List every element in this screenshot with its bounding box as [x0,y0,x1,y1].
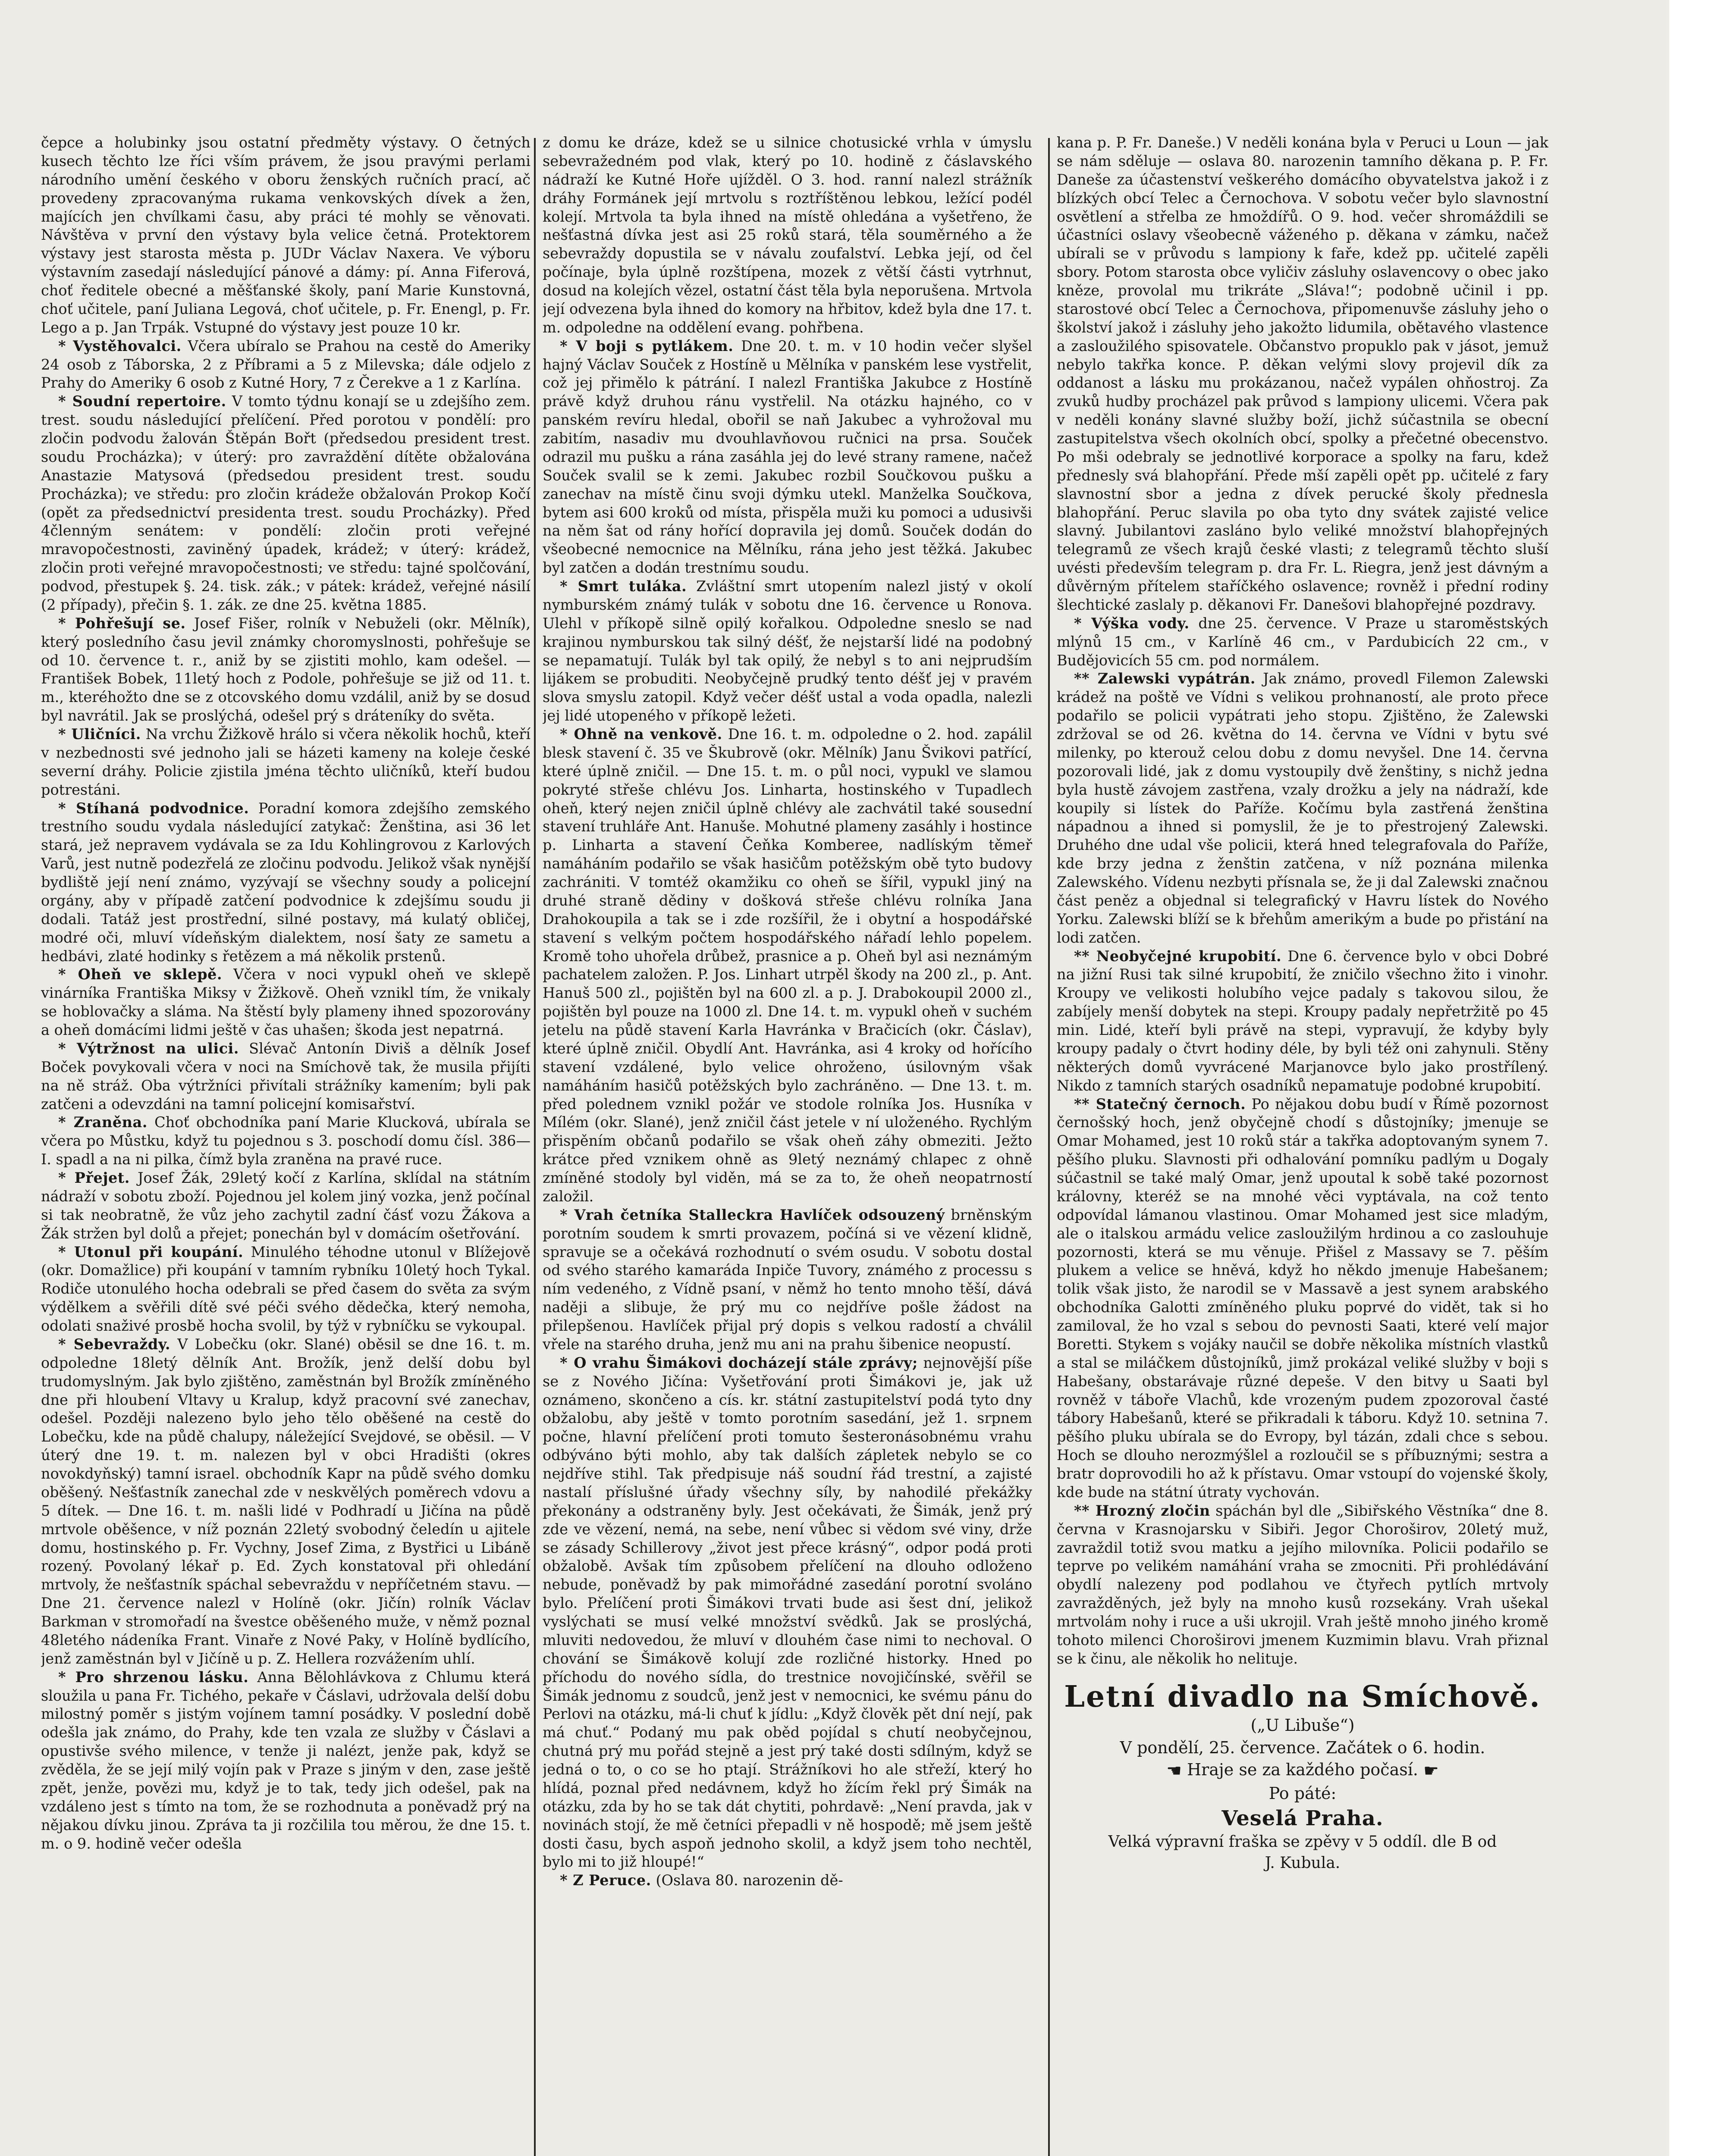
theatre-advert [1057,1680,1548,1874]
column-1 [41,134,531,2156]
article-heading: * Pohřešují se. [58,614,186,632]
article-heading: ** Zalewski vypátrán. [1074,670,1256,687]
article-paragraph: * O vrahu Šimákovi docházejí stále zprávy; nejnovější píše se z Nového Jičína: Vyšetřování proti Šimákovi je, jak už oznámeno, skončeno a cís. kr. státní zastupitelství podá tyto dny obžalobu, aby ještě v tomto porotním sasedání, jež 1. srpnem počne, hlavní přelíčení proti tomuto šesteronásobnému vrahu odbýváno býti mohlo, aby tak dalších zápletek nebylo se co nejdříve stihl. Tak předpisuje náš soudní řád trestní, a zajisté nastalí příslušné úřady všechny síly, by nahodilé překážky překonány a odstraněny byly. Jest očekávati, že Šimák, jenž prý zde ve vězení, nemá, na sebe, není vůbec si vědom své viny, drže se zásady Schillerovy „život jest přece krásný“, odpor podá proti obžalobě. Avšak tím způsobem přelíčení na dlouho odloženo nebude, poněvadž by pak mimořádné zasedání porotní svoláno bylo. Přelíčení proti Šimákovi trvati bude asi šest dní, jelikož vyslýchati se musí velké množství svědků. Jak se proslýchá, mluviti nedovedou, že mluví v dlouhém čase nimi to nechoval. O chování se Šimákově kolují zde rozličné historky. Hned po příchodu do nového sídla, do trestnice novojičínské, svěřil se Šimák jednomu z soudců, jenž jest v nemocnici, ke svému pánu do Perlovi na otázku, má-li chuť k jídlu: „Když člověk pět dní nejí, pak má chuť.“ Podaný mu pak oběd pojídal s chutí neobyčejnou, chutná prý mu pořád stejně a jest prý také dosti sdílným, když se jedná o to, o co se ho ptají. Strážníkovi ho ale střeží, který ho hlídá, poznal před nedávnem, když ho žícím řekl prý Šimák na otázku, zda by ho se tak dát chytiti, pohrdavě: „Není pravda, jak v novinách stojí, že mě četníci přepadli v ně hospodě; mě jsem ještě dosti času, bych aspoň jednoho skolil, a když jsem toho nechtěl, bylo mi to již hloupé!“ [543,1354,1032,1871]
article-paragraph: * Výška vody. dne 25. července. V Praze u staroměstských mlýnů 15 cm., v Karlíně 46 cm., v Pardubicích 22 cm., v Budějovicích 55 cm. pod normálem. [1057,614,1548,669]
pointing-hand-right-icon: ☛ [1423,1761,1439,1781]
article-paragraph: ** Zalewski vypátrán. Jak známo, provedl Filemon Zalewski krádež na poště ve Vídni s velikou prohnaností, ale proto přece podařilo se policii vypátrati jeho stopu. Zjištěno, že Zalewski zdržoval se od 26. května do 14. června ve Vídni v bytu své milenky, po kterouž celou dobu z domu nevyšel. Dne 14. června pozorovali lidé, jak z domu vystoupily dvě ženštiny, s nichž jedna byla hustě závojem zastřena, vzaly drožku a jely na nádraží, kde koupily si lístek do Paříže. Kočímu byla zastřená ženština nápadnou a ihned si pomyslil, že je to přestrojený Zalewski. Druhého dne udal vše policii, která hned telegrafovala do Paříže, kde brzy jedna z ženštin zatčena, v níž poznána milenka Zalewského. Vídenu nezbyti přísnala se, že ji dal Zalewski značnou část peněz a objednal si telegrafický v Havru lístek do Nového Yorku. Zalewski blíží se k břehům amerikým a bude po přistání na lodi zatčen. [1057,670,1548,946]
article-heading: ** Statečný černoch. [1074,1095,1246,1112]
article-paragraph: ** Hrozný zločin spáchán byl dle „Sibiřského Věstníka“ dne 8. června v Krasnojarsku v Sibiři. Jegor Choroširov, 20letý muž, zavraždil totiž svou matku a jejího milovníka. Policii podařilo se teprve po velikém namáhání vraha se zmocniti. Při prohlédávání obydlí nalezeny pod podlahou ve čtyřech pytlích mrtvoly zavražděných, jež byly na mnoho kusů rozsekány. Vrah ušekal mrtvolám nohy i ruce a uši ukrojil. Vrah ještě mnoho jiného kromě tohoto milenci Choroširovi jmenem Kuzmimin blavu. Vrah přiznal se k činu, ale několik ho nelituje. [1057,1502,1548,1667]
article-heading: * Sebevraždy. [58,1335,171,1353]
scan-margin [1669,0,1730,2156]
advert-author: J. Kubula. [1265,1854,1341,1872]
advert-performance-count: Po páté: [1268,1784,1337,1803]
article-paragraph: * Přejet. Josef Žák, 29letý kočí z Karlína, sklídal na státním nádraží v sobotu zboží. Pojednou jel kolem jiný vozka, jenž počínal si tak neobratně, že vůz jeho zachytil zadní čásť vozu Žákova a Žák stržen byl dolů a přejet; ponechán byl v domácím ošetřování. [41,1169,531,1242]
article-paragraph: z domu ke dráze, kdež se u silnice chotusické vrhla v úmyslu sebevražedném pod vlak, který po 10. hodině z čáslavského nádraží ke Kutné Hoře ujížděl. O 3. hod. ranní nalezl strážník dráhy Formánek její mrtvolu s roztříštěnou lebkou, ležící podél kolejí. Mrtvola ta byla ihned na místě ohledána a vyšetřeno, že nešťastná dívka jest asi 25 roků stará, těla souměrného a že sebevraždy dopustila se v návalu zoufalství. Lebka její, od čel počínaje, byla úplně rozštípena, mozek z větší části vytrhnut, dosud na kolejích vězel, ostatní část těla byla neporušena. Mrtvola její odvezena byla ihned do komory na hřbitov, kdež byla dne 17. t. m. odpoledne na oddělení evang. pohřbena. [543,134,1032,336]
column-divider [534,138,536,2156]
article-paragraph: * Sebevraždy. V Lobečku (okr. Slané) oběsil se dne 16. t. m. odpoledne 18letý dělník Ant. Brožík, jenž delší dobu byl trudomyslným. Jak bylo zjištěno, zaměstnán byl Brožík zmíněného dne při hloubení Vltavy u Kralup, když pracovní své zanechav, odešel. Později nalezeno bylo jeho tělo oběšené na cestě do Lobečku, kde na půdě chalupy, náležející Svejdové, se oběsil. — V úterý dne 19. t. m. nalezen byl v obci Hradišti (okres novokdyňský) tamní israel. obchodník Kapr na půdě svého domku oběšený. Nešťastník zanechal zde v neskvělých poměrech vdovu a 5 dítek. — Dne 16. t. m. našli lidé v Podhradí u Jičína na půdě mrtvole oběšence, v níž poznán 22letý svobodný čeledín u ajitele domu, hostinského p. Fr. Vychny, Josef Zima, z Bystřici u Libáně rozený. Povolaný lékař p. Ed. Zych konstatoval při ohledání mrtvoly, že nešťastník spáchal sebevraždu v nepříčetném stavu. — Dne 21. července nalezl v Holíně (okr. Jičín) rolník Václav Barkman v stromořadí na švestce oběšeného muže, v němž poznal 48letého nádeníka Frant. Vinaře z Nové Paky, v Holíně bydlícího, jenž zaměstnán byl v Jičíně u p. Z. Hellera rozvážením uhlí. [41,1335,531,1667]
article-paragraph: * V boji s pytlákem. Dne 20. t. m. v 10 hodin večer slyšel hajný Václav Souček z Hostíně u Mělníka v panském lese vystřelit, což jej přimělo k pátrání. I nalezl Františka Jakubce z Hostíně právě když druhou ránu vystřelil. Na otázku hajného, co v panském revíru hledal, obořil se naň Jakubec a vyhrožoval mu zabitím, nasadiv mu dvouhlavňovou ručnici na prsa. Souček odrazil mu pušku a rána zasáhla jej do levé strany ramene, načež Souček svalil se k zemi. Jakubec rozbil Součkovou pušku a zanechav na místě činu svoji dýmku utekl. Manželka Součkova, bytem asi 600 kroků od místa, přispěla muži ku pomoci a udusivši na něm šat od rány hořící dopravila jej domů. Souček dodán do všeobecné nemocnice na Mělníku, rána jeho jest těžká. Jakubec byl zatčen a dodán trestnímu soudu. [543,337,1032,577]
article-paragraph: ** Neobyčejné krupobití. Dne 6. července bylo v obci Dobré na jižní Rusi tak silné krupobití, že zničilo všechno žito i vinohr. Kroupy ve velikosti holubího vejce padaly s takovou silou, že zabíjely menší dobytek na stepi. Kroupy padaly nepřetržitě po 45 min. Lidé, kteří byli právě na stepi, vypravují, že kdyby byly kroupy padaly o čtvrt hodiny déle, by byli též oni zahynuli. Stěny některých domů vyvrácené Marjanovce bylo jako prostřílený. Nikdo z tamních starých osadníků nepamatuje podobné krupobití. [1057,947,1548,1094]
advert-weather-note: ☚ Hraje se za každého počasí. ☛ [1057,1759,1548,1783]
article-paragraph: * Pro shrzenou lásku. Anna Bělohlávkova z Chlumu která sloužila u pana Fr. Tichého, pekaře v Čáslavi, udržovala delší dobu milostný poměr s jistým vojínem tamní posádky. V poslední době odešla jak známo, do Prahy, kde ten vzala ze služby v Čáslavi a opustivše svého milence, v tenže ji nalézt, jenže pak, když se zvěděla, že se její milý vojín pak v Praze s jiným v den, zase ještě zpět, jenže, povězi mu, když je to tak, tedy jich odešel, pak na vzdáleno jest s tímto na tom, že se rozhodnuta a poněvadž prý na nějakou dívku jinou. Zpráva ta ji rozčilila tou měrou, že dne 15. t. m. o 9. hodině večer odešla [41,1668,531,1852]
article-heading: * Výška vody. [1074,614,1190,632]
article-paragraph: * Z Peruce. (Oslava 80. narozenin dě- [560,1872,843,1889]
article-heading: * O vrahu Šimákovi docházejí stále zprávy; [560,1354,918,1371]
column-divider [1048,138,1050,2156]
advert-venue: („U Libuše“) [1250,1716,1355,1735]
article-paragraph: * Smrt tuláka. Zvláštní smrt utopením nalezl jistý v okolí nymburském známý tulák v sobotu dne 16. července u Ronova. Ulehl v příkopě silně opilý kořalkou. Odpoledne sneslo se nad krajinou nymburskou tak silný déšť, že nejstarší lidé na podobný se nepamatují. Tulák byl tak opilý, že nebyl s to ani nejprudším lijákem se probuditi. Neobyčejně prudký tento déšť jej v pravém slova smyslu zatopil. Když večer déšť ustal a voda opadla, nalezli jej lidé utopeného v příkopě ležeti. [543,578,1032,724]
column-2 [543,134,1032,2156]
article-heading: * Pro shrzenou lásku. [58,1668,249,1686]
article-heading: * Uličníci. [58,726,141,743]
article-heading: * Z Peruce. [560,1872,651,1889]
article-paragraph: kana p. P. Fr. Daneše.) V neděli konána byla v Peruci u Loun — jak se nám sděluje — oslava 80. narozenin tamního děkana p. P. Fr. Daneše za účastenství veškerého domácího obyvatelstva jakož i z blízkých obcí Telec a Černochova. V sobotu večer bylo slavnostní osvětlení a střelba ze hmoždířů. O 9. hod. večer shromáždili se účastníci oslavy všeobecně váženého p. děkana v zámku, načež ubírali se v průvodu s lampiony k faře, kdež pp. učitelé zapěli sbory. Potom starosta obce vyličiv zásluhy oslavencovy o obec jako kněze, provolal mu trikráte „Sláva!“; podobně učinil i pp. starostové obcí Telec a Černochova, připomenuvše zásluhy jeho o školství jakož i zásluhy jeho jakožto lidumila, obětavého vlastence a zasloužilého spisovatele. Občanstvo propuklo pak v jásot, jemuž nebylo takřka konce. P. děkan velými slovy projevil dík za oddanost a lásku mu prokázanou, načež vypálen ohňostroj. Za zvuků hudby procházel pak průvod s lampiony ulicemi. Včera pak v neděli konány slavné služby boží, jichž súčastnila se obecní zastupitelstva všech okolních obcí, spolky a přečetné obecenstvo. Po mši odebraly se jednotlivé korporace a spolky na faru, kdež přednesly svá blahopřání. Přede mší zapěli opět pp. učitelé z fary slavnostní sbor a jedna z dívek perucké školy přednesla blahopřání. Peruc slavila po oba tyto dny svátek zajisté velice slavný. Jubilantovi zasláno bylo veliké množství blahopřejných telegramů ze všech krajů české vlasti; z telegramů těchto sluší uvésti především telegram p. dra Fr. L. Riegra, jenž jest dávným a důvěrným přítelem staříčkého oslavence; rovněž i přední rodiny šlechtické zaslaly p. děkanovi Fr. Danešovi blahopřejné pozdravy. [1057,134,1548,613]
advert-description: Velká výpravní fraška se zpěvy v 5 oddíl. dle B od [1108,1833,1497,1851]
advert-date: V pondělí, 25. července. Začátek o 6. hodin. [1120,1738,1485,1757]
article-heading: * Soudní repertoire. [58,393,226,410]
article-paragraph: * Ohně na venkově. Dne 16. t. m. odpoledne o 2. hod. zapálil blesk stavení č. 35 ve Škubrově (okr. Mělník) Janu Švikovi patřící, které úplně zničil. — Dne 15. t. m. o půl noci, vypukl ve slamou pokryté střeše chlévu Jos. Linharta, hostinského v Tupadlech oheň, který nejen zničil úplně chlévy ale zachvátil také sousední stavení truhláře Ant. Hanuše. Mohutné plameny zasáhly i hostince p. Linharta a stavení Čeňka Komberee, nadlíským těmeř namáháním podařilo se však hasičům potěžským obě tyto budovy zachrániti. V tomtéž okamžiku co oheň se šířil, vypukl jiný na druhé straně dědiny v došková střeše chlévu rolníka Jana Drahokoupila a tak se i zde rozšířil, že i obytní a hospodářské stavení s velkým počtem hospodářského nářadí lehlo popelem. Kromě toho uhořela drůbež, prasnice a p. Oheň byl asi neznámým pachatelem založen. P. Jos. Linhart utrpěl škody na 200 zl., p. Ant. Hanuš 500 zl., pojištěn byl na 600 zl. a p. J. Drabokoupil 2000 zl., pojištěn byl pouze na 1000 zl. Dne 14. t. m. vypukl oheň v suchém jetelu na půdě stavení Karla Havránka v Bračicích (okr. Čáslav), které úplně zničil. Obydlí Ant. Havránka, asi 4 kroky od hořícího stavení vzdálené, bylo velice ohroženo, úsilovným však namáháním hasičů potěžských bylo zachráněno. — Dne 13. t. m. před polednem vznikl požár ve stodole rolníka Jos. Husníka v Mílém (okr. Slané), jenž zničil část jetele v ní uloženého. Rychlým přispěním občanů podařilo se však oheň záhy obmeziti. Ježto krátce před vznikem ohně as 9letý neznámý chlapec z ohně zmíněné stodoly byl viděn, má se za to, že oheň neopatrností založil. [543,726,1032,1205]
article-heading: * Přejet. [58,1169,130,1186]
article-paragraph: * Výtržnost na ulici. Slévač Antonín Diviš a dělník Josef Boček povykovali včera v noci na Smíchově tak, že musila přijíti na ně stráž. Oba výtržníci přivítali strážníky kamením; byli pak zatčeni a odevzdáni na tamní policejní komisařství. [41,1040,531,1112]
advert-play-title: Veselá Praha. [1221,1806,1384,1830]
article-paragraph: * Zraněna. Choť obchodníka paní Marie Klucková, ubírala se včera po Můstku, když tu pojednou s 3. poschodí domu čísl. 386—I. spadl a na ni pilka, čímž byla zraněna na pravé ruce. [41,1114,531,1168]
article-heading: * Utonul při koupání. [58,1243,244,1260]
article-heading: ** Hrozný zločin [1074,1502,1210,1519]
article-heading: ** Neobyčejné krupobití. [1074,947,1282,965]
advert-title: Letní divadlo na Smíchově. [1064,1679,1541,1714]
article-heading: * V boji s pytlákem. [560,337,734,354]
article-heading: * Smrt tuláka. [560,578,687,595]
article-heading: * Oheň ve sklepě. [58,966,222,983]
article-paragraph: ** Statečný černoch. Po nějakou dobu budí v Římě pozornost černošský hoch, jenž obyčejně chodí s důstojníky; jmenuje se Omar Mohamed, jest 10 roků stár a takřka adoptovaným synem 7. pěšího pluku. Slavnosti při odhalování pomníku padlým u Dogaly súčastnil se také malý Omar, jenž upoutal k sobě také pozornost královny, kteréž se na mnohé věci vyptávala, na což tento odpovídal lámanou vlastinou. Omar Mohamed jest sice mladým, ale o italskou armádu velice zasloužilým hrdinou a co zaslouhuje pozornosti, která se mu věnuje. Přišel z Massavy se 7. pěším plukem a velice se hněvá, když ho někdo jmenuje Habešanem; tolik však jisto, že narodil se v Massavě a jest synem arabského obchodníka Galotti zmíněného pluku poprvé do vidět, tak si ho zamiloval, že ho vzal s sebou do pevnosti Saati, které velí major Boretti. Stykem s vojáky naučil se dobře několika místních vlastků a stal se miláčkem důstojníků, jimž prokázal veliké služby v boji s Habešany, obstarávaje různé depeše. V den bitvy u Saati byl rovněž v táboře Vlachů, kde vrozeným pudem zpozoroval časté tábory Habešanů, které se přikradali k táboru. Když 10. setnina 7. pěšího pluku ubírala se do Evropy, byl tázán, zdali chce s sebou. Hoch se dlouho nerozmýšlel a rozloučil se s příbuznými; sestra a bratr doprovodili ho až k přístavu. Omar vstoupí do vojenské školy, kde bude na státní útraty vychován. [1057,1095,1548,1501]
column-3 [1057,134,1548,2156]
article-heading: * Výtržnost na ulici. [58,1040,239,1057]
article-paragraph: * Stíhaná podvodnice. Poradní komora zdejšího zemského trestního soudu vydala následující zatykač: Ženština, asi 36 let stará, jež nepravem vydávala se za Idu Kohlingrovou z Karlových Varů, jest nutně podezřelá ze zločinu podvodu. Jelikož však nynější bydliště její není známo, vyzývají se všechny soudy a policejní orgány, aby v případě zatčení podvodnice k zdejšímu soudu ji dodali. Tatáž jest prostřední, silné postavy, má kulatý obličej, modré oči, mluví vídeňským dialektem, nosí šaty ze sametu a hedbávi, zlaté hodinky s řetězem a má několik prstenů. [41,799,531,965]
article-paragraph: * Vystěhovalci. Včera ubíralo se Prahou na cestě do Ameriky 24 osob z Táborska, 2 z Příbrami a 5 z Milevska; dále odjelo z Prahy do Ameriky 6 osob z Kutné Hory, 7 z Čerekve a 1 z Karlína. [41,337,531,392]
article-heading: * Stíhaná podvodnice. [58,799,249,817]
article-heading: * Zraněna. [58,1114,148,1131]
article-heading: * Ohně na venkově. [560,726,722,743]
pointing-hand-left-icon: ☚ [1166,1761,1182,1781]
article-paragraph: * Utonul při koupání. Minulého téhodne utonul v Blížejově (okr. Domažlice) při koupání v tamním rybníku 10letý hoch Tykal. Rodiče utonulého hocha odebrali se před časem do světa za svým výdělkem a svěřili dítě své péči svého dědečka, který nemoha, odolati snaživé prosbě hocha svolil, by týž v rybníčku se vykoupal. [41,1243,531,1334]
article-paragraph: * Oheň ve sklepě. Včera v noci vypukl oheň ve sklepě vinárníka Františka Miksy v Žižkově. Oheň vznikl tím, že vnikaly se hoblovačky a sláma. Na štěstí byly plameny ihned spozorovány a oheň domácími lidmi ještě v čas uhašen; škoda jest nepatrná. [41,966,531,1038]
article-paragraph: čepce a holubinky jsou ostatní předměty výstavy. O četných kusech těchto lze říci vším právem, že jsou pravými perlami národního umění českého v oboru ženských ručních prací, ač provedeny zpracovanýma rukama venkovských dívek a žen, majících jen chvílkami času, aby práci té mohly se věnovati. Návštěva v první den výstavy byla velice četná. Protektorem výstavy jest starosta města p. JUDr Václav Naxera. Ve výboru výstavním zasedají následující pánové a dámy: pí. Anna Fiferová, choť ředitele obecné a měšťanské školy, paní Marie Kunstovná, choť učitele, paní Juliana Legová, choť učitele, p. Fr. Enengl, p. Fr. Lego a p. Jan Trpák. Vstupné do výstavy jest pouze 10 kr. [41,134,531,336]
article-paragraph: * Soudní repertoire. V tomto týdnu konají se u zdejšího zem. trest. soudu následující přelíčení. Před porotou v pondělí: pro zločin podvodu žalován Štěpán Bořt (předsedou president trest. soudu Procházka); v úterý: pro zavraždění dítěte obžalována Anastazie Matysová (předsedou president trest. soudu Procházka); ve středu: pro zločin krádeže obžalován Prokop Kočí (opět za předsednictví presidenta trest. soudu Procházky). Před 4členným senátem: v pondělí: zločin proti veřejné mravopočestnosti, zaviněný úpadek, krádež; v úterý: krádež, zločin proti veřejné mravopočestnosti; ve středu: tajné spolčování, podvod, přestupek §. 24. tisk. zák.; v pátek: krádež, veřejné násilí (2 případy), přečin §. 1. zák. ze dne 25. května 1885. [41,393,531,613]
article-heading: * Vrah četníka Stalleckra Havlíček odsouzený [560,1206,945,1223]
article-paragraph: * Uličníci. Na vrchu Žižkově hrálo si včera několik hochů, kteří v nezbednosti své jednoho jali se házeti kameny na koleje české severní dráhy. Policie zjistila jména těchto uličníků, kteří budou potrestáni. [41,726,531,798]
article-heading: * Vystěhovalci. [58,337,182,354]
article-paragraph: * Pohřešují se. Josef Fišer, rolník v Nebuželi (okr. Mělník), který posledního času jevil známky choromyslnosti, pohřešuje se od 10. července t. r., aniž by se zjistiti mohlo, kam odešel. — František Bobek, 11letý hoch z Podole, pohřešuje se již od 11. t. m., kteréhožto dne se z otcovského domu vzdálil, aniž by se dosud byl navrátil. Jak se proslýchá, odešel prý s dráteníky do světa. [41,614,531,724]
article-paragraph: * Vrah četníka Stalleckra Havlíček odsouzený brněnským porotním soudem k smrti provazem, počíná si ve vězení klidně, spravuje se a očekává rozhodnutí o svém osudu. V sobotu dostal od svého starého kamaráda Inpiče Tuvory, známého z processu s ním vedeného, z Vídně psaní, v němž ho tento mnoho těší, dává naději a slibuje, že prý mu co nejdříve pošle žádost na přilepšenou. Havlíček přijal prý dopis s velkou radostí a chválil vřele na starého druha, jenž mu ani na prahu šibenice neopustí. [543,1206,1032,1353]
